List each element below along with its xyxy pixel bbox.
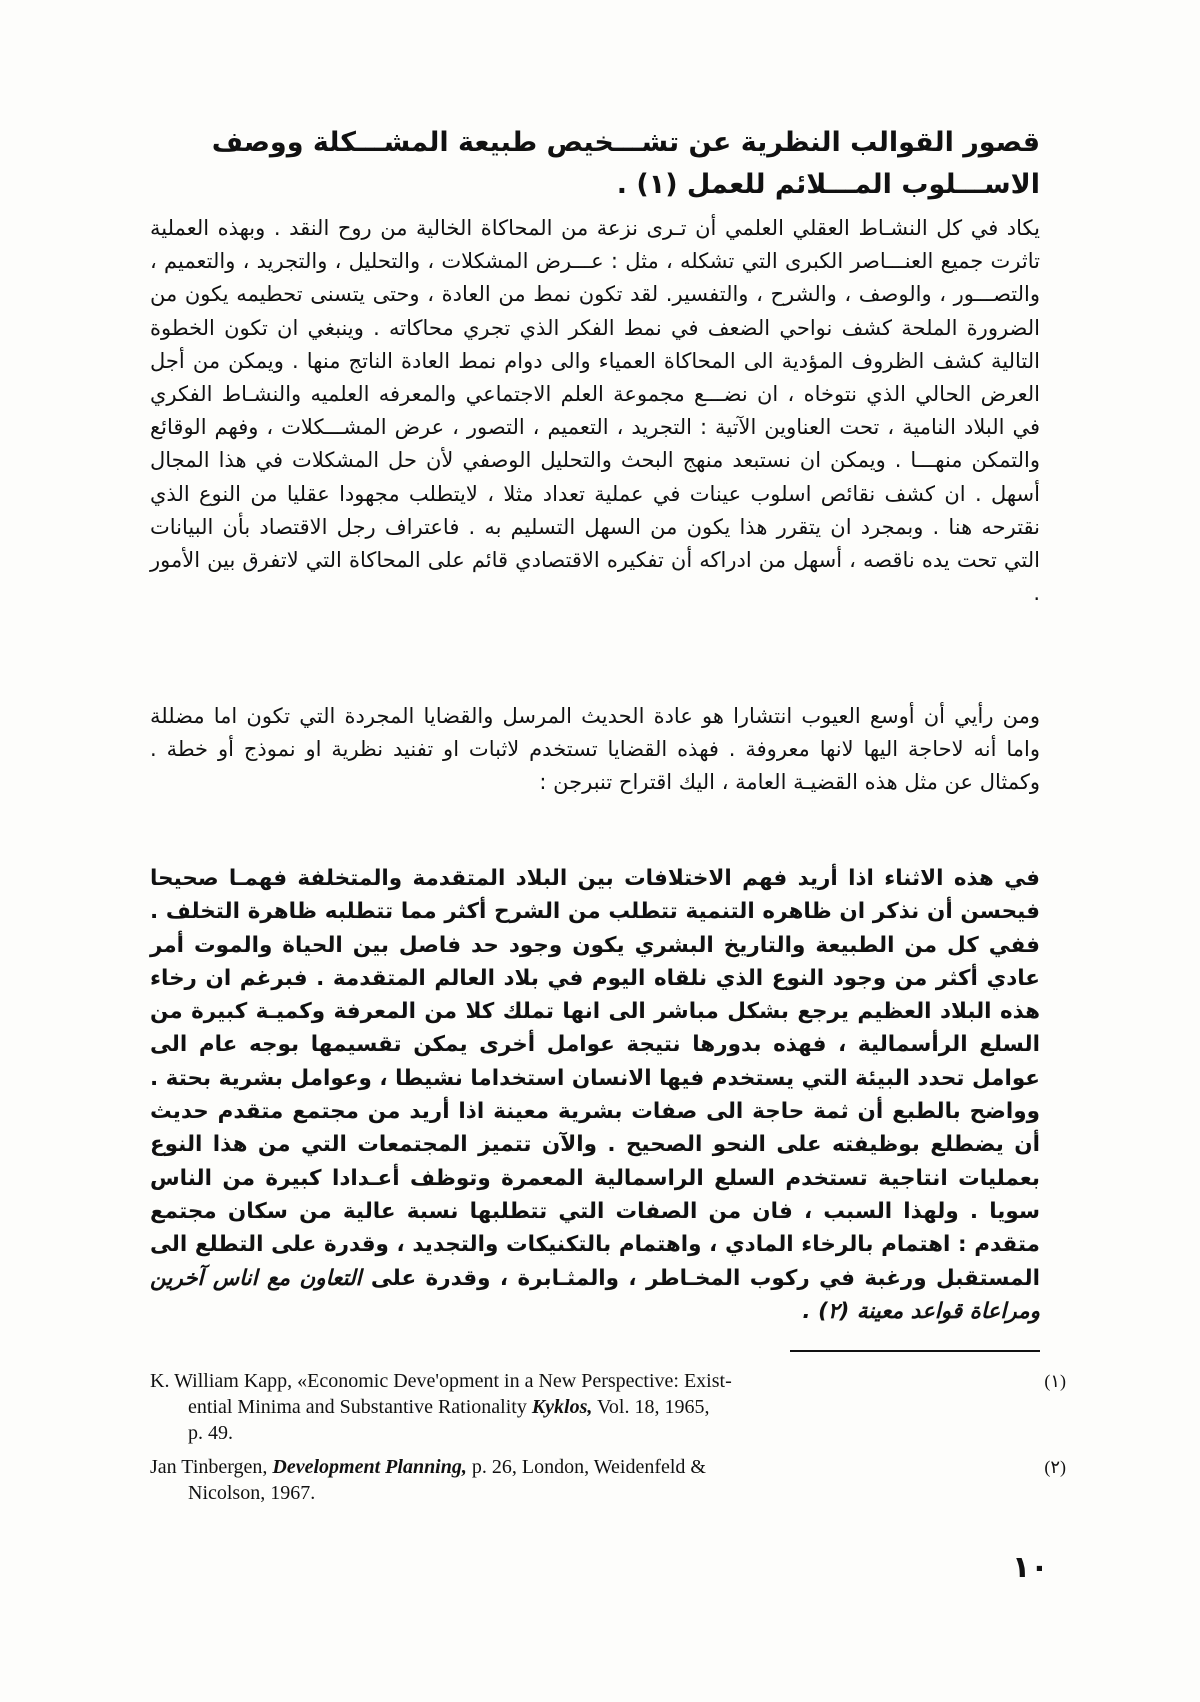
tinbergen-quote xyxy=(150,862,1040,1328)
footnote-1-line1: K. William Kapp, «Economic Deve'opment in a New Perspective: Exist- xyxy=(150,1370,732,1392)
book-title: Development Planning, xyxy=(272,1456,467,1478)
footnote-1 xyxy=(150,1368,1066,1446)
footnote-2-line2: Nicolson, 1967. xyxy=(188,1482,316,1504)
body-paragraph-2: ومن رأيي أن أوسع العيوب انتشارا هو عادة الحديث المرسل والقضايا المجردة التي تكون اما مضللة واما أنه لاحاجة اليها لانها معروفة . فهذه القضايا تستخدم لاثبات او تفنيد نظرية او نموذج أو خطة . وكمثال عن مثل هذه القضيـة العامة ، اليك اقتراح تنبرجن : xyxy=(150,704,1040,795)
section-heading: قصور القوالب النظرية عن تشـــخيص طبيعة المشـــكلة ووصف الاســـلوب المـــلائم للعمل (١) . xyxy=(211,127,1040,200)
footnote-2-line1: Jan Tinbergen, Development Planning, p. 26, London, Weidenfeld & xyxy=(150,1456,706,1478)
footnote-divider xyxy=(790,1350,1040,1352)
footnote-1-line3: p. 49. xyxy=(188,1422,233,1444)
footnote-1-marker: (١) xyxy=(1044,1371,1066,1391)
footnote-2 xyxy=(150,1454,1066,1506)
footnote-2-marker: (٢) xyxy=(1044,1457,1066,1477)
footnote-1-line2: ential Minima and Substantive Rationality Kyklos, Vol. 18, 1965, xyxy=(188,1396,710,1418)
quote-closing: التعاون مع اناس آخرين ومراعاة قواعد معينة (٢) . xyxy=(150,1265,1040,1324)
quote-text: في هذه الاثناء اذا أريد فهم الاختلافات بين البلاد المتقدمة والمتخلفة فهمـا صحيحا فيحسن أن نذكر ان ظاهره التنمية تتطلب من الشرح أكثر مما تتطلبه ظاهرة التخلف . ففي كل من الطبيعة والتاريخ البشري يكون وجود حد فاصل بين الحياة والموت أمر عادي أكثر من وجود النوع الذي نلقاه اليوم في بلاد العالم المتقدمة . فبرغم ان رخاء هذه البلاد العظيم يرجع بشكل مباشر الى انها تملك كلا من المعرفة وكميـة كبيرة من السلع الرأسمالية ، فهذه بدورها نتيجة عوامل أخرى يمكن تقسيمها بوجه عام الى عوامل تحدد البيئة التي يستخدم فيها الانسان استخداما نشيطا ، وعوامل بشرية بحتة . وواضح بالطبع أن ثمة حاجة الى صفات بشرية معينة اذا أريد من مجتمع متقدم حديث أن يضطلع بوظيفته على النحو الصحيح . والآن تتميز المجتمعات التي من هذا النوع بعمليات انتاجية تستخدم السلع الراسمالية المعمرة وتوظف أعـدادا كبيرة من الناس سويا . ولهذا السبب ، فان من الصفات التي تتطلبها نسبة عالية من سكان مجتمع متقدم : اهتمام بالرخاء المادي ، واهتمام بالتكنيكات والتجديد ، وقدرة على التطلع الى المستقبل ورغبة في ركوب المخـاطر ، والمثـابرة ، وقدرة على xyxy=(150,866,1040,1291)
page-number: ١٠ xyxy=(1012,1550,1049,1585)
journal-name: Kyklos, xyxy=(531,1396,593,1418)
body-paragraph-1: يكاد في كل النشـاط العقلي العلمي أن تـرى نزعة من المحاكاة الخالية من روح النقد . وبهذه العملية تاثرت جميع العنـــاصر الكبرى التي تشكله ، مثل : عـــرض المشكلات ، والتحليل ، والتجريد ، والتعميم ، والتصـــور ، والوصف ، والشرح ، والتفسير. لقد تكون نمط من العادة ، وحتى يتسنى تحطيمه يكون من الضرورة الملحة كشف نواحي الضعف في نمط الفكر الذي تجري محاكاته . وينبغي ان تكون الخطوة التالية كشف الظروف المؤدية الى المحاكاة العمياء والى دوام نمط العادة الناتج منها . ويمكن من أجل العرض الحالي الذي نتوخاه ، ان نضـــع مجموعة العلم الاجتماعي والمعرفه العلميه والنشـاط الفكري في البلاد النامية ، تحت العناوين الآتية : التجريد ، التعميم ، التصور ، عرض المشـــكلات ، وفهم الوقائع والتمكن منهـــا . ويمكن ان نستبعد منهج البحث والتحليل الوصفي لأن حل المشكلات في هذا المجال أسهل . ان كشف نقائص اسلوب عينات في عملية تعداد مثلا ، لايتطلب مجهودا عقليا من النوع الذي نقترحه هنا . وبمجرد ان يتقرر هذا يكون من السهل التسليم به . فاعتراف رجل الاقتصاد بأن البيانات التي تحت يده ناقصه ، أسهل من ادراكه أن تفكيره الاقتصادي قائم على المحاكاة التي لاتفرق بين الأمور . xyxy=(150,216,1040,606)
